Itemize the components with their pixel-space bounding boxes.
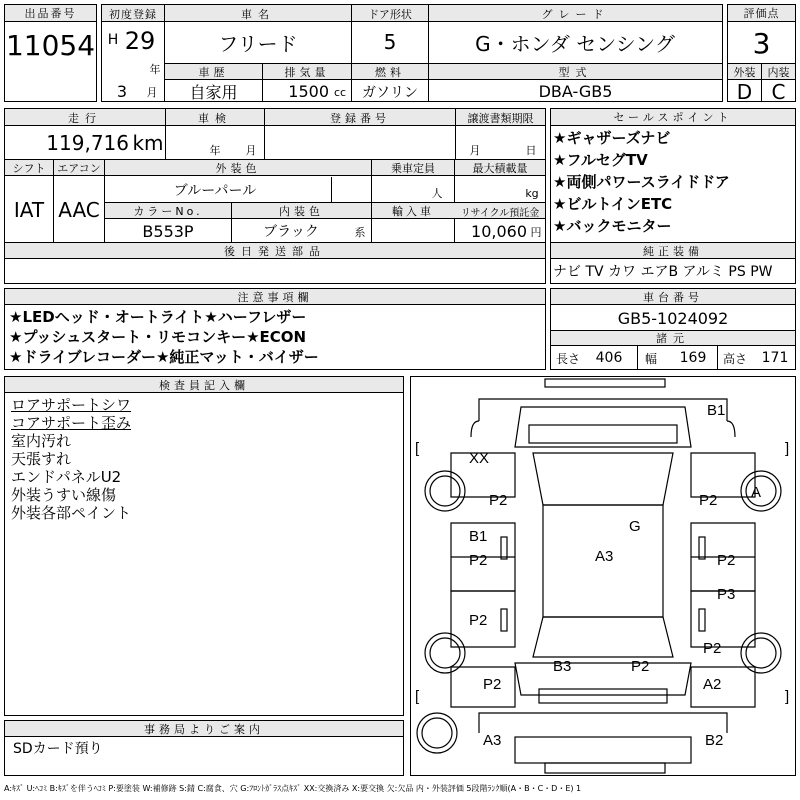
insp-month-unit: 月	[245, 144, 257, 157]
capacity-label: 乗車定員	[391, 162, 435, 175]
grade: G・ホンダ センシング	[475, 31, 675, 56]
insp-year-unit: 年	[209, 144, 221, 157]
selling-points-list	[553, 127, 730, 237]
lot-number-box	[4, 4, 97, 102]
mark-a3-bottom: A3	[483, 732, 502, 749]
mark-b3: B3	[553, 658, 572, 675]
vehicle-header	[101, 4, 723, 102]
chassis-number: GB5-1024092	[617, 308, 729, 328]
selling-point: ★両側パワースライドドア	[553, 173, 730, 191]
recycle-unit: 円	[530, 226, 542, 239]
hood	[515, 407, 691, 447]
shift-label: シフト	[12, 162, 46, 175]
selling-label: セールスポイント	[551, 109, 795, 126]
length: 406	[595, 350, 623, 366]
ac-label: エアコン	[57, 162, 101, 175]
front-bumper-outline	[545, 379, 665, 387]
mark-p2-rear: P2	[631, 658, 650, 675]
mark-b1-top: B1	[707, 402, 726, 419]
inspection-label: 車検	[198, 111, 232, 125]
color-label: 外装色	[215, 162, 261, 175]
specs-label: 諸元	[551, 331, 795, 346]
doors: 5	[383, 30, 397, 54]
score-box	[727, 4, 796, 102]
first-reg-label: 初度登録	[109, 7, 157, 21]
width: 169	[679, 350, 707, 366]
int-label: 内装	[762, 64, 795, 80]
length-label: 長さ	[555, 351, 580, 366]
ac: AAC	[58, 197, 100, 222]
displacement: 1500	[288, 82, 329, 101]
lot-number-label: 出品番号	[5, 5, 96, 22]
height-label: 高さ	[722, 351, 747, 366]
grade-label: グレード	[541, 7, 610, 21]
shift: IAT	[13, 197, 45, 222]
color-no-label: カラーNo.	[133, 205, 203, 218]
mark-p2-l2: P2	[469, 612, 488, 629]
capacity-unit: 人	[431, 187, 443, 200]
height: 171	[761, 350, 789, 366]
inspector-line: 外装うすい線傷	[11, 486, 117, 504]
ext-grade: D	[736, 81, 753, 102]
int-grade: C	[771, 81, 786, 102]
chassis-box	[550, 288, 796, 370]
inspector-line: 室内汚れ	[11, 432, 72, 450]
doors-label: ドア形状	[368, 7, 412, 21]
office-note: SDカード預り	[13, 741, 103, 757]
mark-g: G	[629, 518, 641, 535]
history-label: 車歴	[198, 66, 229, 79]
mark-p2-rl: P2	[483, 676, 502, 693]
import-label: 輸入車	[392, 205, 434, 218]
ext-label: 外装	[728, 64, 761, 80]
notes-label: 注意事項欄	[5, 289, 545, 305]
selling-point: ★フルセグTV	[553, 151, 648, 169]
mileage-label: 走行	[68, 111, 102, 125]
mark-p2-r2: P2	[703, 640, 722, 657]
car-name-label: 車名	[241, 7, 275, 21]
rear-bumper-outline	[545, 763, 665, 773]
inspector-box	[4, 376, 404, 716]
car-name: フリード	[218, 31, 298, 56]
reg-no-label: 登録番号	[330, 111, 390, 125]
rear-outline	[479, 713, 727, 733]
load-label: 最大積載量	[472, 162, 528, 175]
later-label: 後日発送部品	[5, 243, 545, 259]
car-diagram	[411, 377, 795, 775]
inspector-list	[11, 396, 131, 522]
bracket-open: [	[415, 688, 420, 705]
notes-box	[4, 288, 546, 370]
reg-year: 29	[124, 27, 156, 55]
year-unit: 年	[149, 63, 161, 76]
windshield	[533, 453, 673, 505]
mark-p2-r1: P2	[717, 552, 736, 569]
front-outline	[479, 399, 727, 421]
score-label: 評価点	[728, 5, 795, 22]
selling-point: ★バックモニター	[553, 217, 672, 235]
mark-a: A	[751, 484, 762, 501]
reg-month: 3	[116, 82, 128, 101]
mark-b2: B2	[705, 732, 724, 749]
mark-p3: P3	[717, 586, 736, 603]
color: ブルーパール	[173, 182, 257, 199]
model: DBA-GB5	[538, 82, 613, 101]
int-color-label: 内装色	[279, 205, 324, 218]
mileage: 119,716	[46, 131, 129, 155]
mileage-unit: km	[132, 131, 164, 155]
inspector-label: 検査員記入欄	[5, 377, 403, 393]
recycle-label: リサイクル預託金	[460, 207, 540, 219]
bracket-close: ]	[785, 440, 790, 457]
color-no: B553P	[142, 221, 194, 241]
mark-b1-left: B1	[469, 528, 488, 545]
selling-point: ★ギャザーズナビ	[553, 129, 671, 147]
inspector-line: ロアサポートシワ	[11, 396, 132, 414]
mark-p2-fr: P2	[699, 492, 718, 509]
selling-points-box	[550, 108, 796, 284]
bracket-close: ]	[785, 688, 790, 705]
selling-point: ★ビルトインETC	[553, 195, 673, 213]
doc-label: 譲渡書類期限	[467, 111, 534, 125]
mark-p2-l1: P2	[469, 552, 488, 569]
doc-month-unit: 月	[469, 144, 481, 157]
vehicle-details	[4, 108, 546, 284]
inspector-line: 外装各部ペイント	[11, 504, 132, 522]
rear-window	[533, 617, 673, 657]
bracket-open: [	[415, 440, 420, 457]
legend: A:ｷｽﾞ U:ﾍｺﾐ B:ｷｽﾞを伴うﾍｺﾐ P:要塗装 W:補修跡 S:錆 C:腐食、穴 G:ﾌﾛﾝﾄｶﾞﾗｽ点ｷｽﾞ XX:交換済み X:要交換 欠:欠品 内・外装評価 5段階ﾗﾝｸ順(A・B・C・D・E) 1	[4, 783, 582, 793]
equipment-label: 純正装備	[551, 243, 795, 259]
mark-a2: A2	[703, 676, 722, 693]
chassis-label: 車台番号	[551, 289, 795, 305]
fuel: ガソリン	[362, 84, 418, 101]
recycle: 10,060	[471, 221, 527, 241]
inspector-line: エンドパネルU2	[11, 468, 122, 486]
mark-p2-fl: P2	[489, 492, 508, 509]
notes-list	[9, 307, 319, 367]
model-label: 型式	[558, 66, 593, 79]
displacement-unit: cc	[333, 86, 347, 99]
month-unit: 月	[146, 85, 158, 99]
fuel-label: 燃料	[375, 66, 405, 79]
rear-hatch	[515, 663, 691, 695]
note-line: ★LEDヘッド・オートライト★ハーフレザー	[9, 308, 307, 326]
equipment: ナビ TV カワ エアB アルミ PS PW	[553, 264, 773, 280]
note-line: ★プッシュスタート・リモコンキー★ECON	[9, 328, 307, 346]
width-label: 幅	[644, 351, 657, 366]
inspector-line: 天張すれ	[11, 450, 72, 468]
office-label: 事務局よりご案内	[5, 721, 403, 737]
int-color-suffix: 系	[354, 226, 366, 239]
inspector-line: コアサポート歪み	[11, 414, 132, 432]
era: H	[107, 32, 119, 48]
note-line: ★ドライブレコーダー★純正マット・バイザー	[9, 348, 319, 366]
mark-xx: XX	[469, 450, 490, 467]
car-diagram-box	[410, 376, 796, 776]
history: 自家用	[189, 83, 238, 102]
score: 3	[752, 26, 771, 60]
doc-day-unit: 日	[525, 144, 537, 157]
displacement-label: 排気量	[284, 66, 330, 79]
int-color: ブラック	[263, 224, 319, 240]
lot-number: 11054	[5, 28, 96, 62]
office-box	[4, 720, 404, 776]
load-unit: kg	[525, 186, 539, 200]
mark-a3-center: A3	[595, 548, 614, 565]
